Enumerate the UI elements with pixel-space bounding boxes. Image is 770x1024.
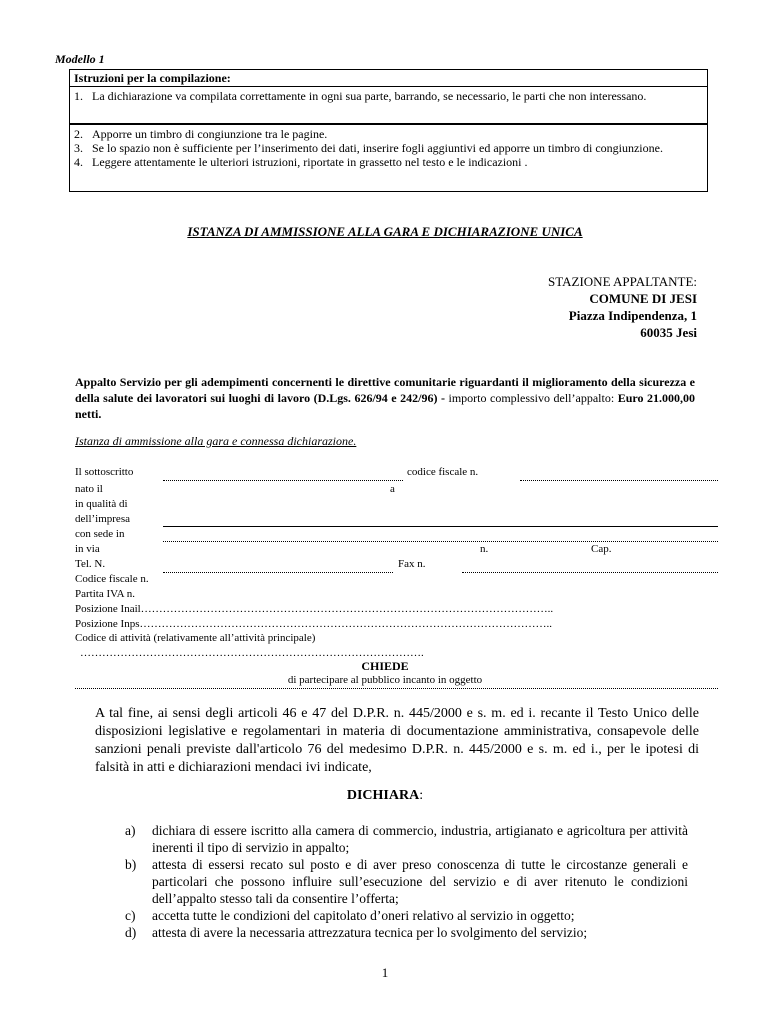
stazione-label: STAZIONE APPALTANTE:: [548, 274, 697, 289]
dichiara-heading: DICHIARA:: [346, 788, 424, 803]
label-cap: Cap.: [591, 543, 612, 555]
label-cf-impresa: Codice fiscale n.: [75, 573, 149, 585]
label-tel: Tel. N.: [75, 558, 106, 570]
instruction-item: 4. Leggere attentamente le ulteriori istruzioni, riportate in grassetto nel testo e le indicazioni .: [74, 155, 528, 169]
list-item: c) accetta tutte le condizioni del capitolato d’oneri relativo al servizio in oggetto;: [125, 908, 575, 923]
label-codice-fiscale: codice fiscale n.: [407, 466, 479, 478]
list-item: a) dichiara di essere iscritto alla camera di commercio, industria, artigianato e agricoltura per attività inerenti il tipo di servizio in appalto;: [125, 823, 688, 855]
label-fax: Fax n.: [398, 558, 426, 570]
declarations-list: [125, 822, 688, 941]
list-item: d) attesta di avere la necessaria attrezzatura tecnica per lo svolgimento del servizio;: [125, 925, 588, 940]
istanza-heading: Istanza di ammissione alla gara e connessa dichiarazione.: [75, 434, 357, 448]
instruction-item: 1. La dichiarazione va compilata correttamente in ogni sua parte, barrando, se necessario, le parti che non interessano.: [74, 89, 647, 103]
label-qualita: in qualità di: [75, 498, 128, 510]
instructions-title: Istruzioni per la compilazione:: [70, 70, 707, 87]
document-title: ISTANZA DI AMMISSIONE ALLA GARA E DICHIARAZIONE UNICA: [187, 224, 583, 239]
stazione-address: Piazza Indipendenza, 1: [568, 308, 697, 323]
label-impresa: dell’impresa: [75, 513, 130, 525]
sottoscritto-field[interactable]: [163, 480, 403, 481]
tel-field[interactable]: [163, 572, 393, 573]
label-sede: con sede in: [75, 528, 125, 540]
label-piva: Partita IVA n.: [75, 588, 135, 600]
label-a: a: [390, 483, 395, 495]
instruction-item: 2. Apporre un timbro di congiunzione tra le pagine.: [74, 127, 328, 141]
list-item: b) attesta di essersi recato sul posto e di aver preso conoscenza di tutte le circostanze generali e particolari che possono influire sull’esecuzione del servizio e di aver ritenuto le condizioni dell’appalto stesso tali da consentire l’offerta;: [125, 857, 688, 906]
instruction-item: 3. Se lo spazio non è sufficiente per l’inserimento dei dati, inserire fogli aggiuntivi ed apporre un timbro di congiunzione.: [74, 141, 663, 155]
label-inps: Posizione Inps…………………………………………………………………………………………………..: [75, 618, 552, 630]
impresa-field[interactable]: [163, 526, 718, 527]
stazione-name: COMUNE DI JESI: [589, 291, 697, 306]
label-nato-il: nato il: [75, 483, 103, 495]
instructions-box-2: [69, 124, 708, 192]
label-attivita: Codice di attività (relativamente all’attività principale): [75, 632, 316, 644]
appalto-description: Appalto Servizio per gli adempimenti concernenti le direttive comunitarie riguardanti il miglioramento della sicurezza e della salute dei lavoratori sui luoghi di lavoro (D.Lgs. 626/94 e 242/96) - importo complessivo dell’appalto: Euro 21.000,00 netti.: [75, 375, 695, 421]
page-number: 1: [381, 965, 389, 980]
main-paragraph: A tal fine, ai sensi degli articoli 46 e 47 del D.P.R. n. 445/2000 e s. m. ed i. recante il Testo Unico delle disposizioni legislative e regolamentari in materia di documentazione amministrativa, consapevole delle sanzioni penali previste dall'articolo 76 del medesimo D.P.R. n. 445/2000 e s. m. ed i., per le ipotesi di falsità in atti e dichiarazioni mendaci ivi indicate,: [95, 706, 699, 775]
label-inail: Posizione Inail…………………………………………………………………………………………………..: [75, 603, 554, 615]
sede-field[interactable]: [163, 541, 718, 542]
label-n: n.: [480, 543, 489, 555]
label-sottoscritto: Il sottoscritto: [75, 466, 134, 478]
attivita-dots: ………………………………………………………………………………….: [80, 647, 424, 659]
partecipare-text: di partecipare al pubblico incanto in oggetto: [287, 674, 483, 686]
stazione-appaltante: [548, 273, 697, 341]
chiede-heading: CHIEDE: [361, 659, 409, 673]
modello-label: Modello 1: [55, 52, 105, 66]
instructions-box: [69, 69, 708, 124]
separator-line: [75, 688, 718, 689]
label-via: in via: [75, 543, 100, 555]
stazione-city: 60035 Jesi: [640, 325, 697, 340]
fax-field[interactable]: [462, 572, 718, 573]
codice-fiscale-field[interactable]: [520, 480, 718, 481]
